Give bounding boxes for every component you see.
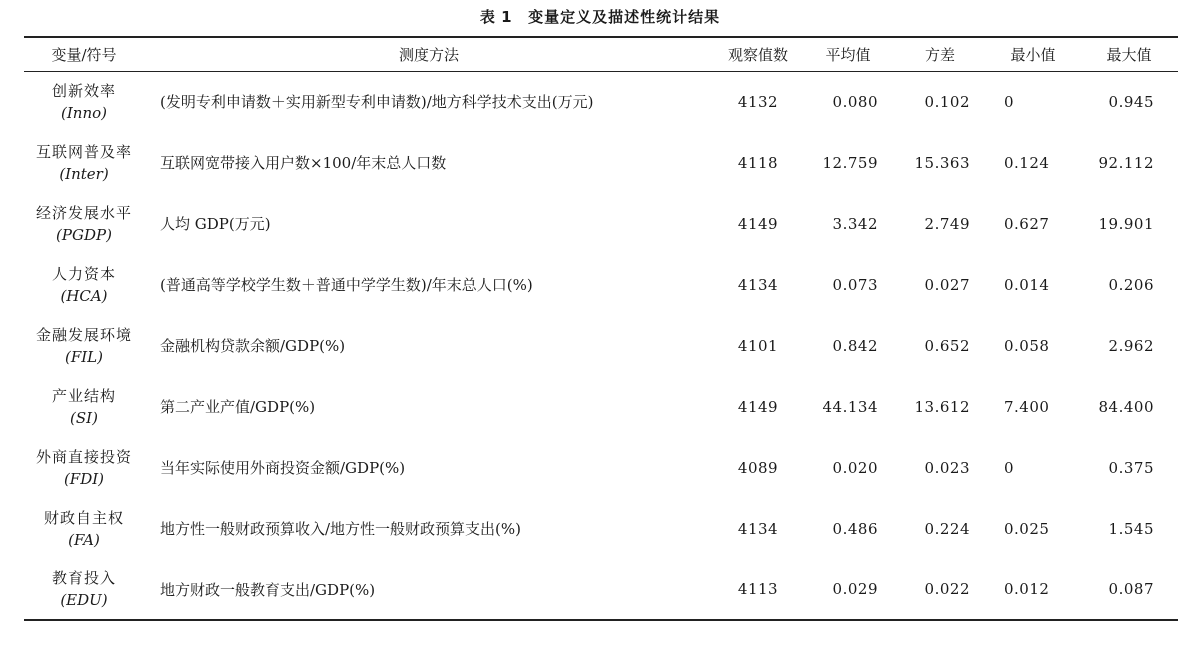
method-cell: (发明专利申请数＋实用新型专利申请数)/地方科学技术支出(万元) xyxy=(160,93,594,112)
min-cell: 0.014 xyxy=(1004,275,1050,294)
mean-cell: 12.759 xyxy=(822,153,878,172)
table-number: 表 1 xyxy=(479,8,513,26)
variance-cell: 13.612 xyxy=(914,397,970,416)
mean-cell: 0.020 xyxy=(832,458,878,477)
n-cell: 4134 xyxy=(737,275,779,294)
table-caption xyxy=(0,6,1200,27)
variable-name: 互联网普及率 xyxy=(35,142,132,161)
variable-symbol: (PGDP) xyxy=(56,225,112,244)
statistics-table xyxy=(24,36,1178,621)
method-cell: 人均 GDP(万元) xyxy=(160,215,271,233)
mean-cell: 3.342 xyxy=(832,214,878,233)
mean-cell: 0.073 xyxy=(832,275,878,294)
mean-cell: 0.029 xyxy=(802,559,894,620)
variance-cell: 0.102 xyxy=(924,92,970,111)
table-row xyxy=(24,71,1178,132)
header-n: 观察值数 xyxy=(714,37,802,71)
variable-symbol: (FA) xyxy=(68,530,100,549)
min-cell: 0.012 xyxy=(986,559,1080,620)
variable-symbol: (HCA) xyxy=(60,286,108,305)
variance-cell: 0.224 xyxy=(924,519,970,538)
variable-cell xyxy=(24,498,144,559)
max-cell: 84.400 xyxy=(1098,397,1154,416)
header-mean: 平均值 xyxy=(802,37,894,71)
variable-symbol: (FDI) xyxy=(63,469,105,488)
mean-cell: 44.134 xyxy=(822,397,878,416)
header-variance: 方差 xyxy=(894,37,986,71)
variance-cell: 0.023 xyxy=(924,458,970,477)
max-cell: 0.945 xyxy=(1108,92,1154,111)
table-row xyxy=(24,315,1178,376)
variable-symbol: (EDU) xyxy=(60,591,108,609)
variable-name: 教育投入 xyxy=(51,569,116,587)
mean-cell: 0.080 xyxy=(832,92,878,111)
min-cell: 0.025 xyxy=(1004,519,1050,538)
table-row xyxy=(24,376,1178,437)
header-method: 测度方法 xyxy=(144,37,714,71)
method-cell: 第二产业产值/GDP(%) xyxy=(160,398,316,416)
max-cell: 2.962 xyxy=(1108,336,1154,355)
min-cell: 0 xyxy=(1004,458,1015,477)
method-cell: 金融机构贷款余额/GDP(%) xyxy=(160,337,346,355)
n-cell: 4101 xyxy=(737,336,779,355)
n-cell: 4089 xyxy=(737,458,779,477)
header-max: 最大值 xyxy=(1080,37,1178,71)
min-cell: 0 xyxy=(1004,92,1015,111)
table-row xyxy=(24,132,1178,193)
variance-cell: 2.749 xyxy=(924,214,970,233)
method-cell: (普通高等学校学生数＋普通中学学生数)/年末总人口(%) xyxy=(160,276,533,294)
mean-cell: 0.842 xyxy=(832,336,878,355)
variable-name: 创新效率 xyxy=(51,81,116,100)
variable-cell xyxy=(24,254,144,315)
header-variable: 变量/符号 xyxy=(24,37,144,71)
n-cell: 4113 xyxy=(714,559,802,620)
max-cell: 1.545 xyxy=(1108,519,1154,538)
min-cell: 0.058 xyxy=(1004,336,1050,355)
max-cell: 0.206 xyxy=(1108,275,1154,294)
variable-symbol: (Inter) xyxy=(59,164,109,183)
header-row xyxy=(24,37,1178,71)
variable-name: 人力资本 xyxy=(51,264,116,283)
variable-symbol: (SI) xyxy=(70,408,98,427)
table-row xyxy=(24,498,1178,559)
variable-name: 经济发展水平 xyxy=(35,203,132,222)
method-cell: 地方财政一般教育支出/GDP(%) xyxy=(144,559,714,620)
n-cell: 4149 xyxy=(737,214,779,233)
min-cell: 7.400 xyxy=(1004,397,1050,416)
variable-name: 产业结构 xyxy=(51,386,116,405)
table-row xyxy=(24,559,1178,620)
variable-name: 外商直接投资 xyxy=(35,447,132,466)
variable-cell xyxy=(24,437,144,498)
table-row xyxy=(24,193,1178,254)
table-row xyxy=(24,254,1178,315)
n-cell: 4149 xyxy=(737,397,779,416)
variable-cell xyxy=(24,376,144,437)
max-cell: 92.112 xyxy=(1098,153,1154,172)
variable-cell xyxy=(24,132,144,193)
n-cell: 4118 xyxy=(737,153,779,172)
method-cell: 互联网宽带接入用户数×100/年末总人口数 xyxy=(160,154,447,172)
min-cell: 0.627 xyxy=(1004,214,1050,233)
variance-cell: 0.652 xyxy=(924,336,970,355)
header-min: 最小值 xyxy=(986,37,1080,71)
max-cell: 19.901 xyxy=(1098,214,1154,233)
n-cell: 4134 xyxy=(737,519,779,538)
variance-cell: 0.027 xyxy=(924,275,970,294)
variable-symbol: (FIL) xyxy=(65,347,103,366)
variable-cell xyxy=(24,71,144,132)
variable-name: 财政自主权 xyxy=(43,508,124,527)
variable-cell xyxy=(24,559,144,620)
variable-cell xyxy=(24,315,144,376)
table-title: 变量定义及描述性统计结果 xyxy=(528,8,721,26)
variance-cell: 15.363 xyxy=(914,153,970,172)
variable-cell xyxy=(24,193,144,254)
variable-symbol: (Inno) xyxy=(61,103,107,122)
max-cell: 0.375 xyxy=(1108,458,1154,477)
method-cell: 当年实际使用外商投资金额/GDP(%) xyxy=(160,459,406,477)
n-cell: 4132 xyxy=(737,92,779,111)
variable-name: 金融发展环境 xyxy=(35,325,132,344)
mean-cell: 0.486 xyxy=(832,519,878,538)
table-row xyxy=(24,437,1178,498)
max-cell: 0.087 xyxy=(1080,559,1178,620)
min-cell: 0.124 xyxy=(1004,153,1050,172)
method-cell: 地方性一般财政预算收入/地方性一般财政预算支出(%) xyxy=(160,520,522,538)
variance-cell: 0.022 xyxy=(894,559,986,620)
